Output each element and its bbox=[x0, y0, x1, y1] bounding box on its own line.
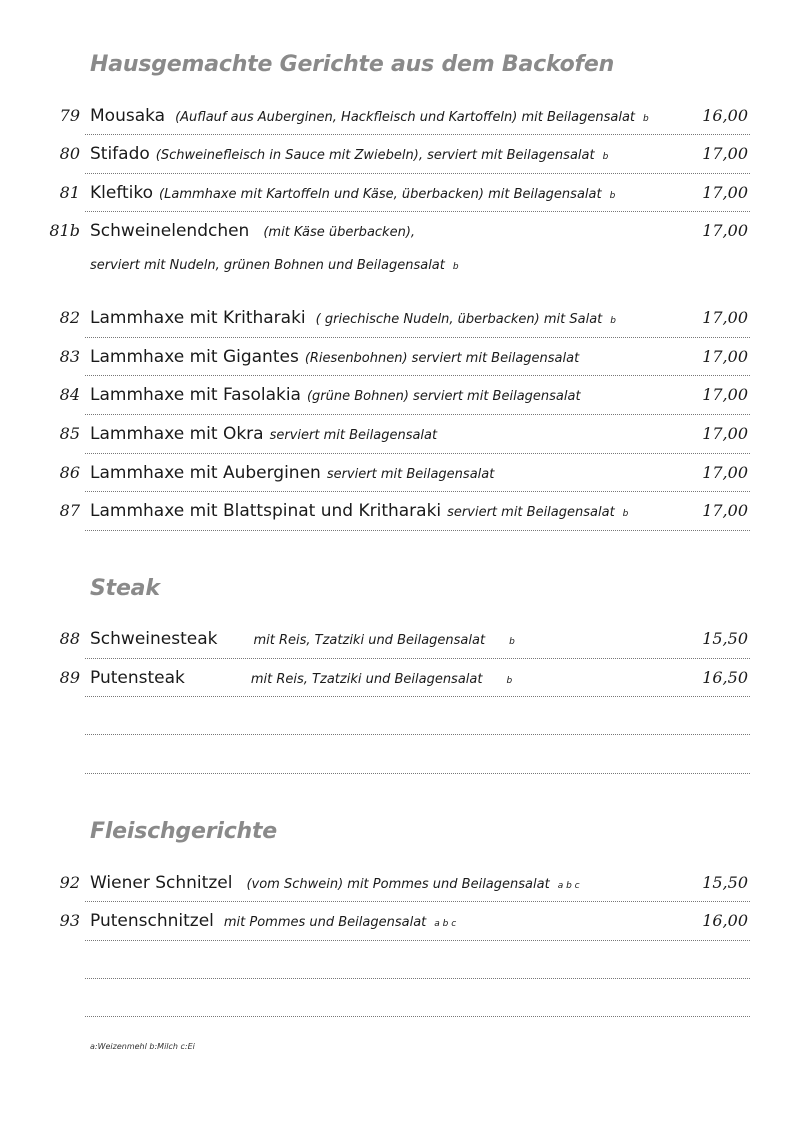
item-description: (Lammhaxe mit Kartoffeln und Käse, überbacken) mit Beilagensalat bbox=[159, 187, 602, 202]
item-allergens: b bbox=[509, 637, 515, 647]
item-allergens: b bbox=[622, 509, 629, 519]
item-price: 16,00 bbox=[702, 911, 748, 930]
item-name: Lammhaxe mit Auberginen bbox=[90, 463, 321, 483]
dotted-divider bbox=[85, 375, 750, 376]
menu-item-92 bbox=[0, 868, 793, 898]
dotted-divider bbox=[85, 530, 750, 531]
item-description: (grüne Bohnen) serviert mit Beilagensalat bbox=[306, 389, 581, 404]
dotted-divider bbox=[85, 491, 750, 492]
menu-item-84 bbox=[0, 380, 793, 410]
item-description: (Schweinefleisch in Sauce mit Zwiebeln), serviert mit Beilagensalat bbox=[155, 148, 595, 163]
item-name: Putensteak bbox=[90, 668, 185, 688]
item-description: (vom Schwein) mit Pommes und Beilagensalat bbox=[246, 877, 550, 892]
item-number: 80 bbox=[59, 144, 80, 163]
dotted-divider bbox=[85, 211, 750, 212]
dotted-divider bbox=[85, 978, 750, 979]
item-name: Mousaka bbox=[90, 106, 166, 126]
item-price: 17,00 bbox=[702, 347, 748, 366]
item-allergens: b bbox=[452, 262, 459, 272]
item-description: mit Reis, Tzatziki und Beilagensalat bbox=[250, 672, 483, 687]
dotted-divider bbox=[85, 940, 750, 941]
item-name: Lammhaxe mit Gigantes bbox=[90, 347, 299, 367]
item-price: 17,00 bbox=[702, 463, 748, 482]
item-number: 93 bbox=[59, 911, 80, 930]
item-description: mit Reis, Tzatziki und Beilagensalat bbox=[253, 633, 486, 648]
item-description: serviert mit Beilagensalat bbox=[269, 428, 438, 443]
item-number: 88 bbox=[59, 629, 80, 648]
item-name: Putenschnitzel bbox=[90, 911, 214, 931]
item-allergens: b bbox=[643, 114, 649, 124]
item-price: 17,00 bbox=[702, 424, 748, 443]
item-price: 17,00 bbox=[702, 308, 748, 327]
dotted-divider bbox=[85, 773, 750, 774]
item-allergens: a b c bbox=[557, 881, 580, 891]
item-description: (Auflauf aus Auberginen, Hackfleisch und Kartoffeln) mit Beilagensalat bbox=[175, 110, 636, 125]
item-number: 87 bbox=[59, 501, 80, 520]
menu-item-88 bbox=[0, 624, 793, 654]
item-number: 82 bbox=[59, 308, 80, 327]
dotted-divider bbox=[85, 734, 750, 735]
item-name: Stifado bbox=[90, 144, 150, 164]
dotted-divider bbox=[85, 337, 750, 338]
item-name: Schweinesteak bbox=[90, 629, 218, 649]
dotted-divider bbox=[85, 414, 750, 415]
menu-item-79 bbox=[0, 101, 793, 131]
item-description: mit Pommes und Beilagensalat bbox=[223, 915, 427, 930]
item-allergens: a b c bbox=[434, 919, 457, 929]
item-name: Kleftiko bbox=[90, 183, 154, 203]
item-number: 81b bbox=[49, 221, 80, 240]
item-price: 16,50 bbox=[702, 668, 748, 687]
section-title-fleischgerichte: Fleischgerichte bbox=[90, 819, 278, 844]
item-number: 81 bbox=[59, 183, 80, 202]
item-description: (mit Käse überbacken), bbox=[263, 225, 416, 240]
item-price: 17,00 bbox=[702, 221, 748, 240]
menu-item-81 bbox=[0, 178, 793, 208]
item-name: Lammhaxe mit Fasolakia bbox=[90, 385, 301, 405]
menu-item-81b bbox=[0, 216, 793, 246]
item-price: 16,00 bbox=[702, 106, 748, 125]
dotted-divider bbox=[85, 658, 750, 659]
item-price: 15,50 bbox=[702, 629, 748, 648]
item-allergens: b bbox=[602, 152, 609, 162]
dotted-divider bbox=[85, 134, 750, 135]
allergen-footnote: a:Weizenmehl b:Milch c:Ei bbox=[90, 1042, 195, 1051]
item-name: Lammhaxe mit Blattspinat und Kritharaki bbox=[90, 501, 442, 521]
menu-item-93 bbox=[0, 906, 793, 936]
item-price: 17,00 bbox=[702, 183, 748, 202]
dotted-divider bbox=[85, 901, 750, 902]
item-allergens: b bbox=[610, 316, 616, 326]
item-name: Lammhaxe mit Kritharaki bbox=[90, 308, 306, 328]
dotted-divider bbox=[85, 696, 750, 697]
item-number: 89 bbox=[59, 668, 80, 687]
item-description: serviert mit Beilagensalat bbox=[447, 505, 615, 520]
item-price: 17,00 bbox=[702, 501, 748, 520]
item-price: 15,50 bbox=[702, 873, 748, 892]
section-title-backofen: Hausgemachte Gerichte aus dem Backofen bbox=[90, 52, 615, 77]
item-price: 17,00 bbox=[702, 144, 748, 163]
dotted-divider bbox=[85, 173, 750, 174]
item-number: 83 bbox=[59, 347, 80, 366]
item-description: (Riesenbohnen) serviert mit Beilagensalat bbox=[304, 351, 580, 366]
menu-item-85 bbox=[0, 419, 793, 449]
menu-item-83 bbox=[0, 342, 793, 372]
item-name: Lammhaxe mit Okra bbox=[90, 424, 264, 444]
item-price: 17,00 bbox=[702, 385, 748, 404]
menu-item-86 bbox=[0, 458, 793, 488]
menu-item-80 bbox=[0, 139, 793, 169]
item-name: Wiener Schnitzel bbox=[90, 873, 233, 893]
item-number: 84 bbox=[59, 385, 80, 404]
menu-item-87 bbox=[0, 496, 793, 526]
menu-item-89 bbox=[0, 663, 793, 693]
item-description: ( griechische Nudeln, überbacken) mit Salat bbox=[315, 312, 603, 327]
item-number: 85 bbox=[59, 424, 80, 443]
section-title-steak: Steak bbox=[90, 576, 160, 601]
item-allergens: b bbox=[506, 676, 513, 686]
item-name: Schweinelendchen bbox=[90, 221, 250, 241]
dotted-divider bbox=[85, 453, 750, 454]
dotted-divider bbox=[85, 1016, 750, 1017]
item-allergens: b bbox=[609, 191, 616, 201]
item-number: 79 bbox=[59, 106, 80, 125]
item-description: serviert mit Beilagensalat bbox=[326, 467, 495, 482]
item-number: 92 bbox=[59, 873, 80, 892]
item-description-continued: serviert mit Nudeln, grünen Bohnen und Beilagensalat b bbox=[90, 258, 459, 273]
menu-item-82 bbox=[0, 303, 793, 333]
item-number: 86 bbox=[59, 463, 80, 482]
